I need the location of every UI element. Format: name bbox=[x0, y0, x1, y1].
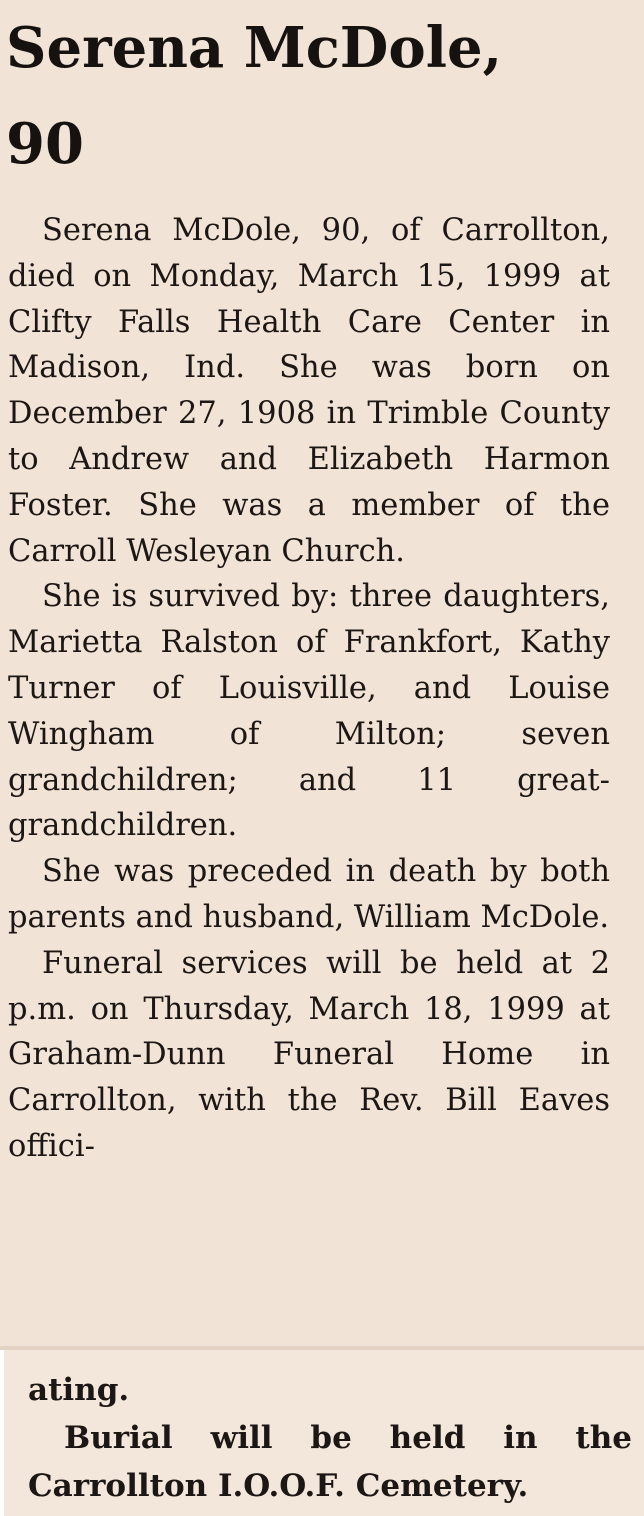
headline-name: Serena McDole, bbox=[6, 15, 503, 81]
obituary-body bbox=[8, 208, 610, 1170]
paragraph-continued-fragment: ating. bbox=[28, 1372, 130, 1408]
paragraph-funeral-services: Funeral services will be held at 2 p.m. on Thursday, March 18, 1999 at Graham-Dunn Funeral Home in Carrollton, with the Rev. Bill Eaves offici- bbox=[8, 945, 610, 1164]
paragraph-burial: Burial will be held in the Carrollton I.O.O.F. Cemetery. bbox=[28, 1420, 632, 1504]
paragraph-death-details: Serena McDole, 90, of Carrollton, died on Monday, March 15, 1999 at Clifty Falls Health Care Center in Madison, Ind. She was born on December 27, 1908 in Trimble County to Andrew and Elizabeth Harmon Foster. She was a member of the Carroll Wesleyan Church. bbox=[8, 213, 610, 569]
obituary-body-continued bbox=[28, 1366, 632, 1510]
paragraph-preceded-in-death: She was preceded in death by both parents and husband, William McDole. bbox=[8, 854, 610, 935]
headline-age: 90 bbox=[6, 111, 84, 177]
paragraph-survivors: She is survived by: three daughters, Marietta Ralston of Frankfort, Kathy Turner of Louisville, and Louise Wingham of Milton; seven grandchildren; and 11 great-grandchildren. bbox=[8, 579, 610, 844]
obituary-headline bbox=[6, 0, 636, 192]
